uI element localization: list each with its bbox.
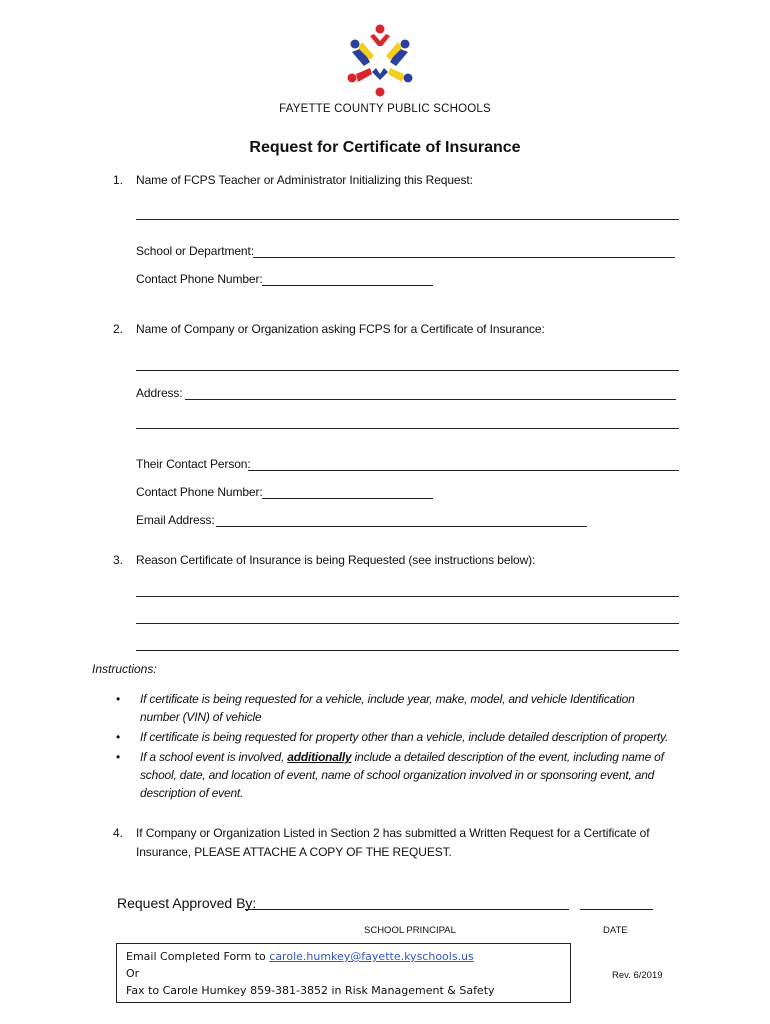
section-2-phone-field[interactable] bbox=[262, 498, 433, 499]
section-1-phone-label: Contact Phone Number: bbox=[136, 272, 263, 286]
address-field-line-2[interactable] bbox=[136, 428, 679, 429]
contact-person-field[interactable] bbox=[248, 470, 679, 471]
email-address-field[interactable] bbox=[216, 526, 587, 527]
teacher-name-field[interactable] bbox=[136, 219, 679, 220]
or-text: Or bbox=[126, 967, 140, 980]
instructions-heading: Instructions: bbox=[92, 662, 157, 676]
reason-field-line-2[interactable] bbox=[136, 623, 679, 624]
instruction-item: • If a school event is involved, additionally include a detailed description of the event, including name of school, date, and location of event, name of school organization involved in or sponsoring event, and description of event. bbox=[116, 748, 676, 802]
approval-date-field[interactable] bbox=[580, 909, 653, 910]
date-caption: DATE bbox=[603, 925, 628, 936]
section-2-number: 2. bbox=[113, 322, 124, 336]
fax-text: Fax to Carole Humkey 859-381-3852 in Risk Management & Safety bbox=[126, 984, 495, 997]
principal-signature-field[interactable] bbox=[245, 909, 569, 910]
reason-field-line-1[interactable] bbox=[136, 596, 679, 597]
section-4-line-2: Insurance, PLEASE ATTACHE A COPY OF THE REQUEST. bbox=[136, 845, 452, 859]
section-1-prompt: Name of FCPS Teacher or Administrator Initializing this Request: bbox=[136, 173, 473, 187]
address-field-line-1[interactable] bbox=[185, 399, 676, 400]
revision-date: Rev. 6/2019 bbox=[612, 970, 663, 981]
submission-instructions-box bbox=[116, 943, 571, 1003]
section-2-phone-label: Contact Phone Number: bbox=[136, 485, 263, 499]
section-1-number: 1. bbox=[113, 173, 124, 187]
email-address-label: Email Address: bbox=[136, 513, 215, 527]
approval-label: Request Approved By: bbox=[117, 895, 257, 911]
section-2-prompt: Name of Company or Organization asking FCPS for a Certificate of Insurance: bbox=[136, 322, 545, 336]
instructions-list bbox=[116, 690, 676, 804]
page-title: Request for Certificate of Insurance bbox=[249, 139, 521, 156]
instruction-item: • If certificate is being requested for property other than a vehicle, include detailed description of property. bbox=[116, 728, 676, 746]
address-label: Address: bbox=[136, 386, 183, 400]
instruction-item: • If certificate is being requested for a vehicle, include year, make, model, and vehicle Identification number (VIN) of vehicle bbox=[116, 690, 676, 726]
section-1-phone-field[interactable] bbox=[262, 285, 433, 286]
email-link[interactable]: carole.humkey@fayette.kyschools.us bbox=[269, 950, 474, 963]
section-3-prompt: Reason Certificate of Insurance is being Requested (see instructions below): bbox=[136, 553, 536, 567]
contact-person-label: Their Contact Person: bbox=[136, 457, 251, 471]
school-department-field[interactable] bbox=[253, 257, 675, 258]
organization-name: FAYETTE COUNTY PUBLIC SCHOOLS bbox=[279, 103, 491, 115]
company-name-field[interactable] bbox=[136, 370, 679, 371]
section-3-number: 3. bbox=[113, 553, 124, 567]
additionally-emphasis: additionally bbox=[287, 750, 352, 764]
fcps-logo-icon bbox=[340, 22, 420, 98]
section-4-number: 4. bbox=[113, 826, 124, 840]
reason-field-line-3[interactable] bbox=[136, 650, 679, 651]
school-department-label: School or Department: bbox=[136, 244, 254, 258]
principal-caption: SCHOOL PRINCIPAL bbox=[364, 925, 456, 936]
section-4-line-1: If Company or Organization Listed in Section 2 has submitted a Written Request for a Certificate of bbox=[136, 826, 650, 840]
email-prefix: Email Completed Form to bbox=[126, 950, 270, 963]
